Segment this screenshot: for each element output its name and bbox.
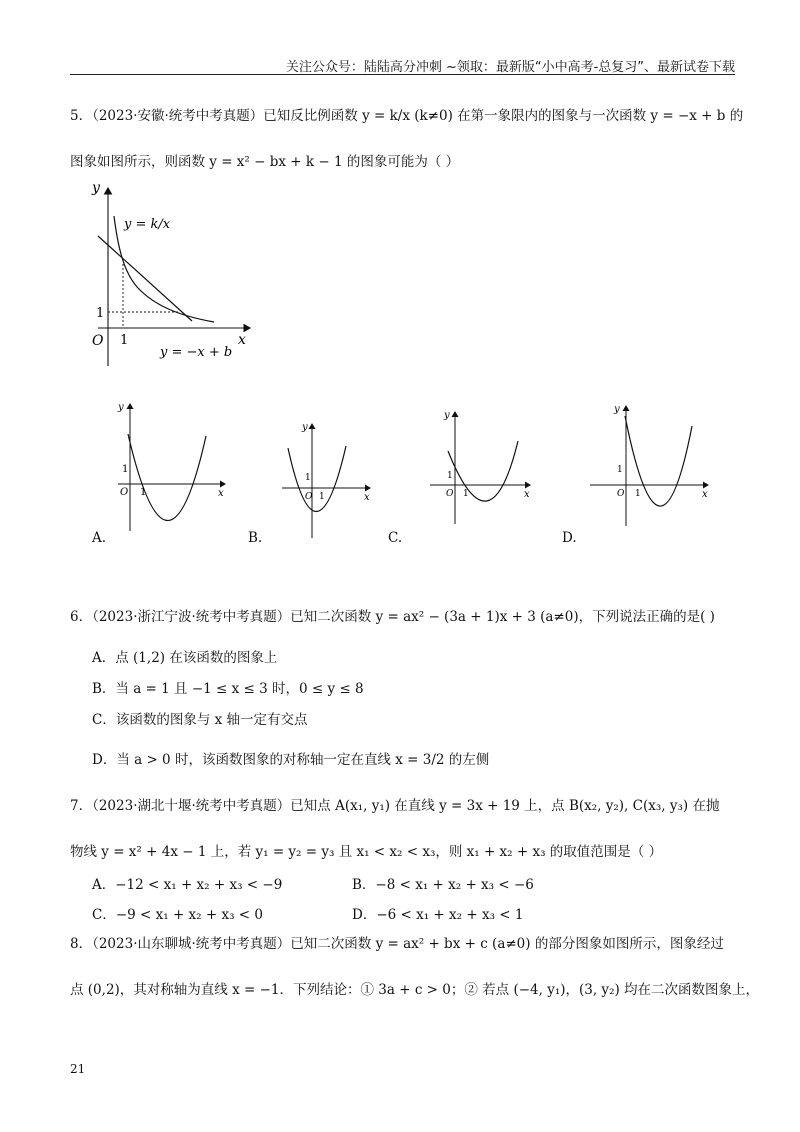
- svg-text:O: O: [617, 489, 625, 499]
- svg-text:1: 1: [122, 464, 129, 475]
- option-b-label: B.: [248, 530, 263, 546]
- svg-text:y: y: [118, 402, 124, 413]
- svg-text:y: y: [444, 410, 450, 421]
- q8-stem-line2: 点 (0,2)，其对称轴为直线 x = −1．下列结论：① 3a + c > 0；② 若点 (−4, y₁)，(3, y₂) 均在二次函数图象上，: [70, 982, 760, 998]
- option-a-graph: [117, 402, 225, 531]
- svg-text:y: y: [302, 422, 308, 433]
- option-d-graph: [590, 404, 708, 526]
- svg-text:O: O: [446, 489, 454, 499]
- fig-line-label: y = −x + b: [160, 345, 233, 360]
- q8-stem-line1: 8．（2023·山东聊城·统考中考真题）已知二次函数 y = ax² + bx + c (a≠0) 的部分图象如图所示，图象经过: [70, 936, 724, 952]
- svg-text:1: 1: [635, 489, 641, 499]
- option-c-graph: [430, 410, 530, 524]
- q6-option-a: A．点 (1,2) 在该函数的图象上: [92, 650, 278, 666]
- svg-text:y: y: [614, 404, 620, 415]
- q6-option-b: B．当 a = 1 且 −1 ≤ x ≤ 3 时，0 ≤ y ≤ 8: [92, 681, 364, 697]
- page-header: 关注公众号：陆陆高分冲刺 ~领取：最新版“小中高考-总复习”、最新试卷下载: [285, 60, 735, 75]
- svg-text:1: 1: [617, 465, 623, 475]
- option-b-graph: [282, 422, 370, 538]
- fig-y-label: y: [92, 180, 100, 196]
- q7-stem-line1: 7．（2023·湖北十堰·统考中考真题）已知点 A(x₁, y₁) 在直线 y = 3x + 19 上，点 B(x₂, y₂), C(x₃, y₃) 在抛: [70, 798, 720, 814]
- option-c-label: C.: [388, 530, 403, 546]
- q7-option-c: C．−9 < x₁ + x₂ + x₃ < 0: [92, 907, 263, 923]
- svg-text:1: 1: [305, 473, 311, 483]
- q7-option-d: D．−6 < x₁ + x₂ + x₃ < 1: [352, 907, 524, 923]
- svg-text:x: x: [218, 488, 224, 499]
- fig-tick-y: 1: [96, 306, 105, 321]
- q7-option-a: A．−12 < x₁ + x₂ + x₃ < −9: [92, 877, 283, 893]
- svg-text:x: x: [524, 489, 530, 500]
- fig-tick-x: 1: [120, 333, 129, 348]
- q7-stem-line2: 物线 y = x² + 4x − 1 上，若 y₁ = y₂ = y₃ 且 x₁ < x₂ < x₃，则 x₁ + x₂ + x₃ 的取值范围是（ ）: [70, 844, 663, 860]
- q6-option-d: D．当 a > 0 时，该函数图象的对称轴一定在直线 x = 3/2 的左侧: [92, 752, 490, 768]
- option-d-label: D.: [562, 530, 577, 546]
- linear-line: [98, 236, 192, 321]
- header-rule: [70, 74, 735, 75]
- svg-text:x: x: [364, 492, 370, 503]
- page-number: 21: [70, 1062, 86, 1076]
- q5-main-figure: [80, 178, 260, 368]
- fig-curve-label: y = k/x: [124, 217, 171, 232]
- svg-text:1: 1: [140, 487, 147, 498]
- fig-origin: O: [92, 333, 104, 349]
- q6-stem: 6．（2023·浙江宁波·统考中考真题）已知二次函数 y = ax² − (3a + 1)x + 3 (a≠0)，下列说法正确的是( ): [70, 609, 715, 625]
- fig-x-label: x: [238, 332, 246, 348]
- q6-option-c: C．该函数的图象与 x 轴一定有交点: [92, 712, 308, 728]
- q7-option-b: B．−8 < x₁ + x₂ + x₃ < −6: [352, 877, 534, 893]
- svg-text:O: O: [120, 487, 129, 498]
- svg-text:1: 1: [447, 471, 453, 481]
- svg-text:O: O: [305, 492, 313, 502]
- svg-text:1: 1: [319, 492, 325, 502]
- svg-text:x: x: [702, 489, 708, 500]
- q5-stem-line2: 图象如图所示，则函数 y = x² − bx + k − 1 的图象可能为（ ）: [70, 154, 460, 170]
- q5-stem-line1: 5．（2023·安徽·统考中考真题）已知反比例函数 y = k/x (k≠0) 在第一象限内的图象与一次函数 y = −x + b 的: [70, 108, 744, 124]
- option-a-label: A.: [92, 530, 107, 546]
- svg-text:1: 1: [463, 489, 469, 499]
